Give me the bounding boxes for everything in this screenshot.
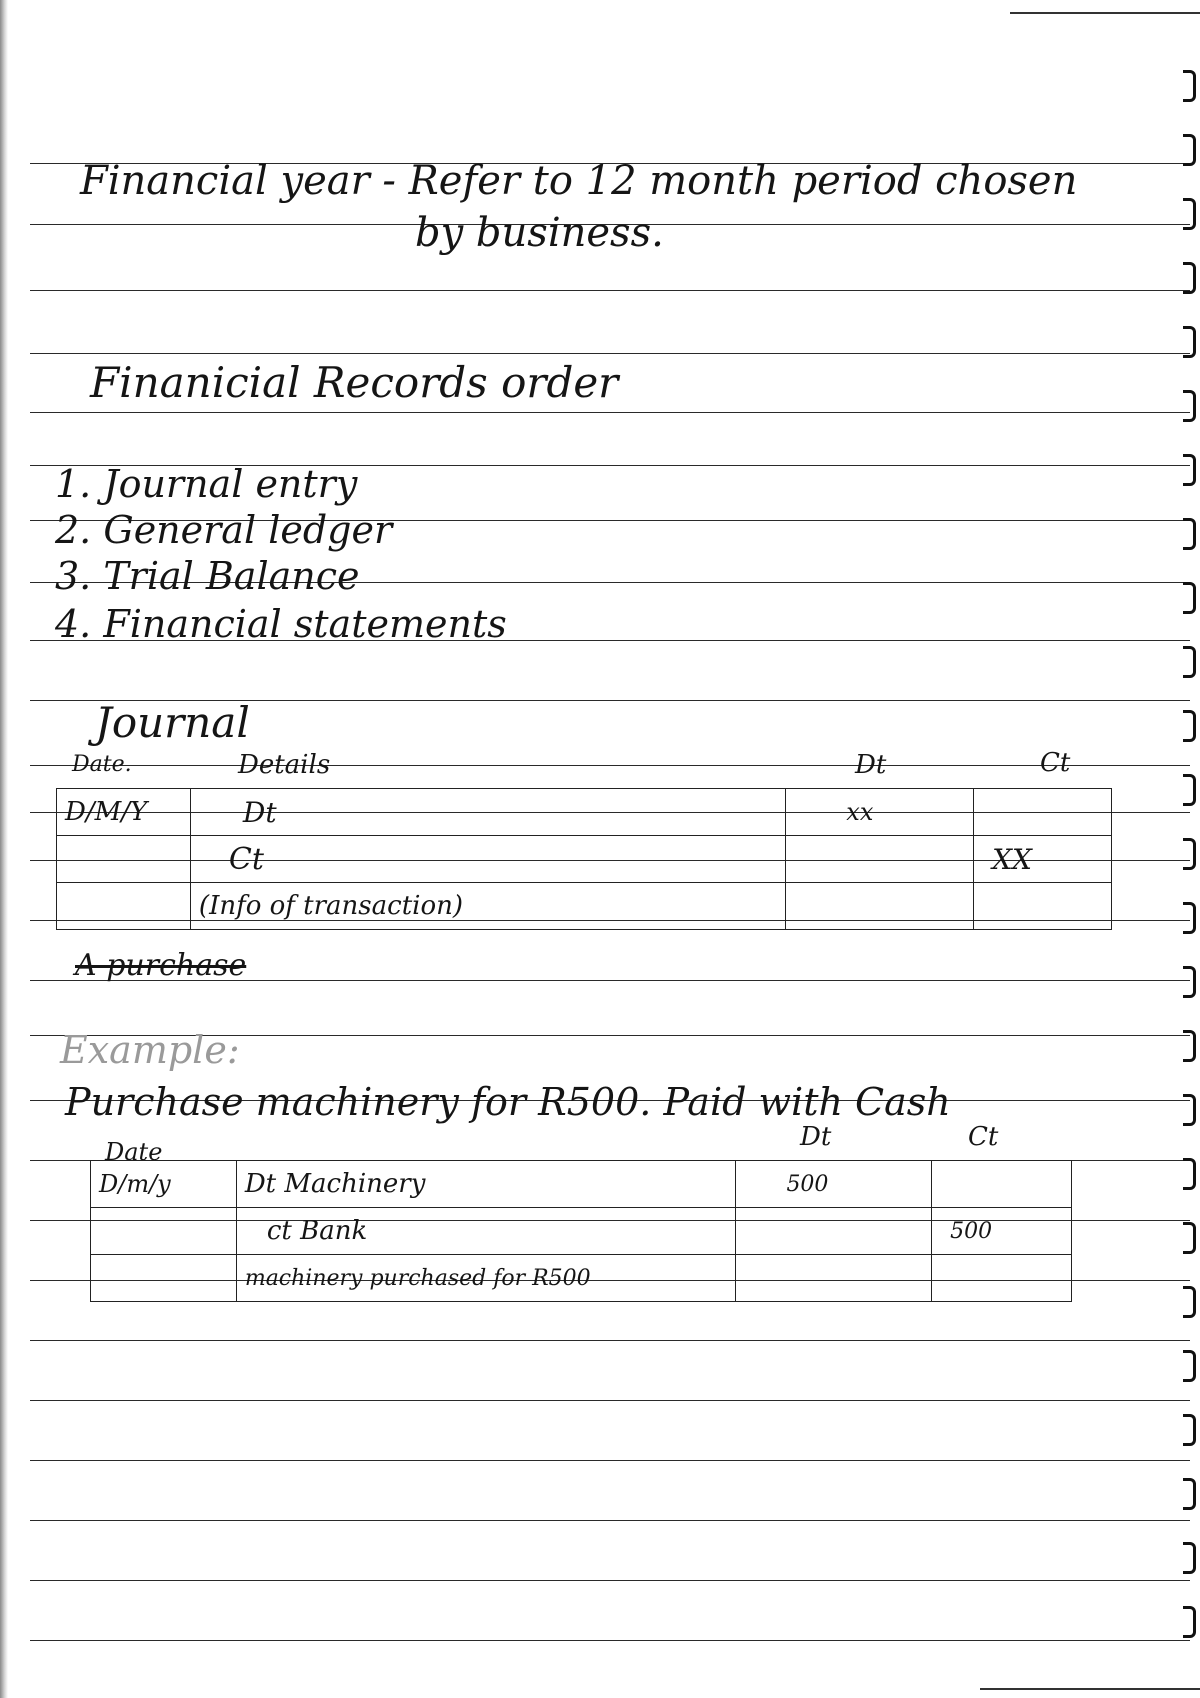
step-3: 3. Trial Balance <box>55 554 360 598</box>
example-cell-dt <box>736 1208 932 1255</box>
table-row <box>91 1255 1072 1302</box>
journal-header-dt: Dt <box>855 750 887 780</box>
example-description: Purchase machinery for R500. Paid with Cash <box>65 1080 951 1124</box>
ruled-line <box>30 1640 1190 1641</box>
journal-cell-dt: xx <box>786 789 974 836</box>
journal-cell-date: D/M/Y <box>57 789 191 836</box>
journal-cell-ct <box>974 789 1112 836</box>
example-cell-date <box>91 1208 237 1255</box>
spiral-ring <box>1183 1478 1196 1510</box>
step-2: 2. General ledger <box>55 508 393 552</box>
ruled-line <box>30 1520 1190 1521</box>
journal-cell-details: Dt <box>190 789 785 836</box>
journal-cell-dt <box>786 836 974 883</box>
journal-header-details: Details <box>238 750 331 780</box>
records-order-heading: Finanicial Records order <box>90 358 619 407</box>
journal-table <box>56 788 1112 930</box>
spiral-ring <box>1183 518 1196 550</box>
example-cell-date <box>91 1255 237 1302</box>
example-header-dt: Dt <box>800 1122 832 1152</box>
spiral-ring <box>1183 262 1196 294</box>
example-cell-details: ct Bank <box>236 1208 736 1255</box>
spiral-ring <box>1183 838 1196 870</box>
ruled-line <box>30 1340 1190 1341</box>
journal-cell-details: Ct <box>190 836 785 883</box>
spiral-ring <box>1183 1030 1196 1062</box>
table-row <box>57 836 1112 883</box>
example-cell-ct: 500 <box>932 1208 1072 1255</box>
example-header-ct: Ct <box>968 1122 999 1152</box>
table-row <box>91 1208 1072 1255</box>
spiral-ring <box>1183 902 1196 934</box>
spiral-ring <box>1183 390 1196 422</box>
spiral-ring <box>1183 1350 1196 1382</box>
example-journal-table <box>90 1160 1072 1302</box>
spiral-ring <box>1183 1414 1196 1446</box>
example-cell-details: machinery purchased for R500 <box>236 1255 736 1302</box>
example-cell-details: Dt Machinery <box>236 1161 736 1208</box>
page-top-edge <box>1010 12 1200 14</box>
journal-header-date: Date. <box>72 752 132 777</box>
example-cell-dt <box>736 1255 932 1302</box>
spiral-ring <box>1183 966 1196 998</box>
journal-title: Journal <box>95 698 250 747</box>
ruled-line <box>30 1400 1190 1401</box>
journal-cell-date <box>57 883 191 930</box>
spiral-ring <box>1183 646 1196 678</box>
example-cell-date: D/m/y <box>91 1161 237 1208</box>
example-cell-dt: 500 <box>736 1161 932 1208</box>
spiral-ring <box>1183 1222 1196 1254</box>
page-bottom-edge <box>980 1688 1200 1690</box>
journal-cell-ct: XX <box>974 836 1112 883</box>
example-cell-ct <box>932 1161 1072 1208</box>
spiral-ring <box>1183 1094 1196 1126</box>
spiral-ring <box>1183 326 1196 358</box>
struck-out-text: A purchase <box>75 948 247 983</box>
spiral-ring <box>1183 70 1196 102</box>
ruled-line <box>30 1460 1190 1461</box>
financial-year-line-2: by business. <box>415 210 664 256</box>
spiral-ring <box>1183 1542 1196 1574</box>
financial-year-line-1: Financial year - Refer to 12 month period chosen <box>80 158 1078 204</box>
journal-header-ct: Ct <box>1040 748 1071 778</box>
spiral-ring <box>1183 198 1196 230</box>
step-4: 4. Financial statements <box>55 602 507 646</box>
paper-edge <box>0 0 8 1698</box>
spiral-ring <box>1183 454 1196 486</box>
example-header-date: Date <box>105 1138 163 1166</box>
example-cell-ct <box>932 1255 1072 1302</box>
spiral-ring <box>1183 1286 1196 1318</box>
spiral-ring <box>1183 1158 1196 1190</box>
ruled-line <box>30 412 1190 413</box>
table-row <box>57 883 1112 930</box>
ruled-line <box>30 765 1190 766</box>
journal-cell-dt <box>786 883 974 930</box>
table-row <box>91 1161 1072 1208</box>
journal-cell-ct <box>974 883 1112 930</box>
table-row <box>57 789 1112 836</box>
ruled-line <box>30 1580 1190 1581</box>
spiral-ring <box>1183 710 1196 742</box>
spiral-ring <box>1183 774 1196 806</box>
spiral-ring <box>1183 134 1196 166</box>
example-label: Example: <box>60 1028 240 1072</box>
ruled-line <box>30 290 1190 291</box>
journal-cell-date <box>57 836 191 883</box>
journal-cell-details: (Info of transaction) <box>190 883 785 930</box>
spiral-ring <box>1183 1606 1196 1638</box>
spiral-ring <box>1183 582 1196 614</box>
step-1: 1. Journal entry <box>55 462 358 506</box>
ruled-line <box>30 353 1190 354</box>
